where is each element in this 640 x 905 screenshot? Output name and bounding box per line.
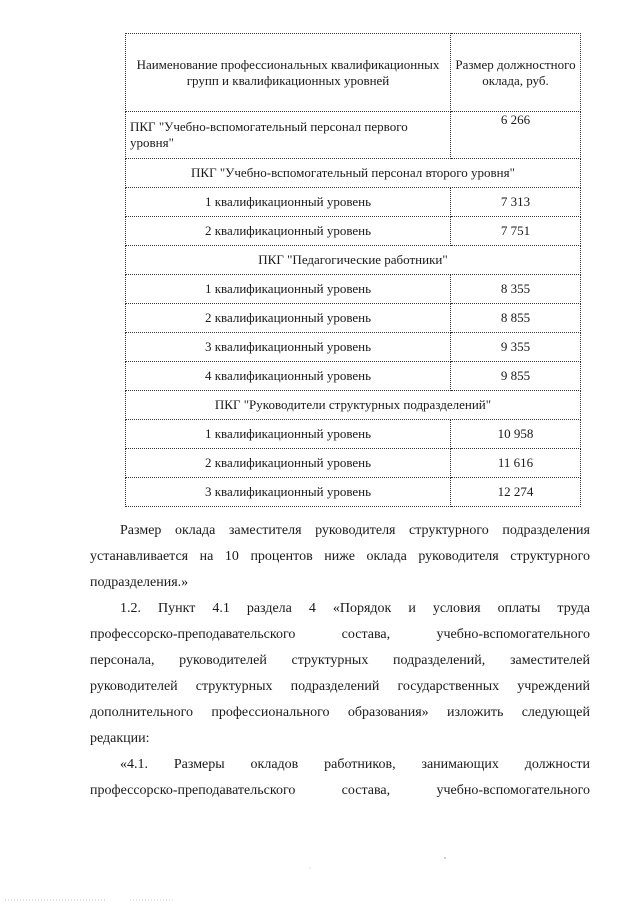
table-header-row bbox=[126, 34, 581, 112]
table-row bbox=[126, 362, 581, 391]
salary-value: 6 266 bbox=[451, 112, 581, 159]
qualification-level: 2 квалификационный уровень bbox=[126, 449, 451, 478]
salary-value: 12 274 bbox=[451, 478, 581, 507]
salary-value: 11 616 bbox=[451, 449, 581, 478]
group-name: ПКГ "Учебно-вспомогательный персонал второго уровня" bbox=[126, 159, 581, 188]
qualification-level: 1 квалификационный уровень bbox=[126, 275, 451, 304]
qualification-level: 4 квалификационный уровень bbox=[126, 362, 451, 391]
table-row bbox=[126, 304, 581, 333]
text-line: профессорско-преподавательского состава, учебно-вспомогательного bbox=[90, 627, 590, 642]
table-group-row bbox=[126, 246, 581, 275]
qualification-level: 2 квалификационный уровень bbox=[126, 304, 451, 333]
text-line: персонала, руководителей структурных подразделений, заместителей bbox=[90, 653, 590, 668]
table-row bbox=[126, 112, 581, 159]
salary-value: 8 355 bbox=[451, 275, 581, 304]
table-row bbox=[126, 333, 581, 362]
qualification-level: 1 квалификационный уровень bbox=[126, 188, 451, 217]
salary-value: 9 355 bbox=[451, 333, 581, 362]
qualification-level: 1 квалификационный уровень bbox=[126, 420, 451, 449]
table-group-row bbox=[126, 391, 581, 420]
table-row bbox=[126, 420, 581, 449]
paragraph-point-1-2 bbox=[90, 596, 590, 752]
text-line: дополнительного профессионального образования» изложить следующей bbox=[90, 705, 590, 720]
group-name: ПКГ "Руководители структурных подразделений" bbox=[126, 391, 581, 420]
text-line: «4.1. Размеры окладов работников, занимающих должности bbox=[120, 757, 590, 772]
qualification-level: 3 квалификационный уровень bbox=[126, 333, 451, 362]
salary-value: 7 751 bbox=[451, 217, 581, 246]
paragraph-point-4-1 bbox=[90, 752, 590, 804]
text-line: редакции: bbox=[90, 731, 150, 746]
salary-value: 10 958 bbox=[451, 420, 581, 449]
paragraph-deputy-salary bbox=[90, 518, 590, 596]
table-row bbox=[126, 275, 581, 304]
salary-table bbox=[125, 33, 581, 507]
salary-value: 7 313 bbox=[451, 188, 581, 217]
table-row bbox=[126, 188, 581, 217]
header-salary: Размер должностного оклада, руб. bbox=[451, 34, 581, 112]
qualification-level: ПКГ "Учебно-вспомогательный персонал первого уровня" bbox=[126, 112, 451, 159]
table-row bbox=[126, 449, 581, 478]
salary-value: 9 855 bbox=[451, 362, 581, 391]
text-line: подразделения.» bbox=[90, 575, 189, 590]
header-qualification-groups: Наименование профессиональных квалификационных групп и квалификационных уровней bbox=[126, 34, 451, 112]
text-line: 1.2. Пункт 4.1 раздела 4 «Порядок и условия оплаты труда bbox=[120, 601, 590, 616]
table-row bbox=[126, 478, 581, 507]
salary-value: 8 855 bbox=[451, 304, 581, 333]
table-group-row bbox=[126, 159, 581, 188]
qualification-level: 3 квалификационный уровень bbox=[126, 478, 451, 507]
qualification-level: 2 квалификационный уровень bbox=[126, 217, 451, 246]
text-line: профессорско-преподавательского состава, учебно-вспомогательного bbox=[90, 783, 590, 798]
text-line: устанавливается на 10 процентов ниже оклада руководителя структурного bbox=[90, 549, 590, 564]
text-line: руководителей структурных подразделений государственных учреждений bbox=[90, 679, 590, 694]
table-row bbox=[126, 217, 581, 246]
text-line: Размер оклада заместителя руководителя структурного подразделения bbox=[120, 523, 590, 538]
group-name: ПКГ "Педагогические работники" bbox=[126, 246, 581, 275]
